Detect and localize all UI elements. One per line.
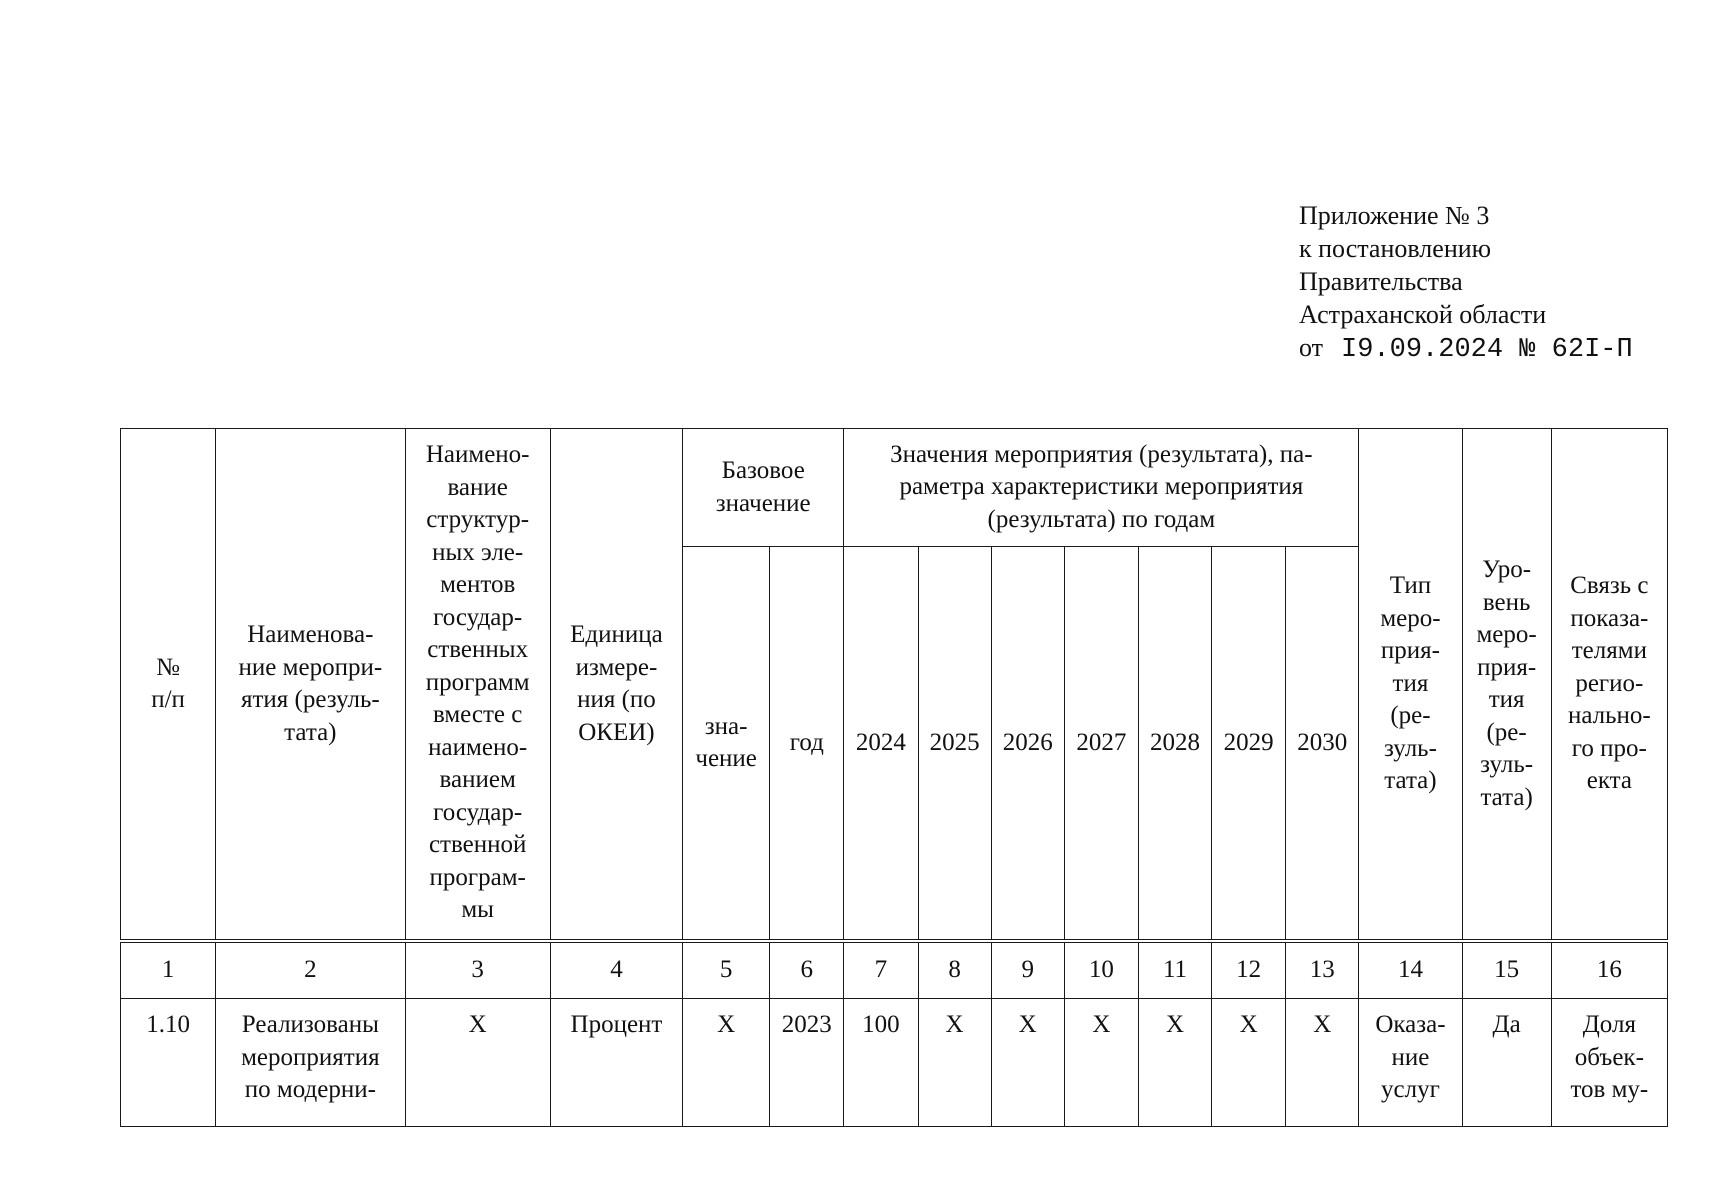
activities-table [120, 428, 1668, 1127]
column-number: 16 [1551, 941, 1667, 999]
header-unit: Единица измере- ния (по ОКЕИ) [550, 429, 682, 942]
appendix-line: Правительства [1299, 267, 1463, 296]
header-regional-link: Связь с показа- телями регио- нально- го про- екта [1551, 429, 1667, 942]
appendix-header [1299, 199, 1633, 367]
header-year: 2028 [1138, 547, 1211, 942]
column-number: 4 [550, 941, 682, 999]
header-activity-name: Наименова- ние меропри- ятия (резуль- тата) [216, 429, 405, 942]
cell-year-value: Х [1212, 999, 1286, 1127]
column-number: 12 [1212, 941, 1286, 999]
appendix-line: к постановлению [1299, 234, 1492, 263]
header-year: 2025 [918, 547, 991, 942]
cell-activity-name: Реализованы мероприятия по модерни- [216, 999, 405, 1127]
header-structural-elements: Наимено- вание структур- ных эле- ментов государ- ственных программ вместе с наимено- ванием государ- ственной програм- мы [405, 429, 550, 942]
cell-unit: Процент [550, 999, 682, 1127]
column-number-row [121, 941, 1668, 999]
column-number: 1 [121, 941, 216, 999]
column-number: 7 [844, 941, 918, 999]
column-number: 6 [770, 941, 844, 999]
header-base-value: зна- чение [683, 547, 770, 942]
header-values-by-year: Значения мероприятия (результата), па- раметра характеристики мероприятия (результата) по годам [844, 429, 1359, 547]
header-base-value-group: Базовое значение [683, 429, 844, 547]
cell-activity-type: Оказа- ние услуг [1359, 999, 1462, 1127]
cell-year-value: Х [991, 999, 1064, 1127]
date-prefix: от [1299, 333, 1324, 362]
decree-date-number: I9.09.2024 № 62I-П [1341, 335, 1633, 365]
cell-base-year: 2023 [770, 999, 844, 1127]
header-num: № п/п [121, 429, 216, 942]
cell-year-value: 100 [844, 999, 918, 1127]
cell-regional-link: Доля объек- тов му- [1551, 999, 1667, 1127]
column-number: 3 [405, 941, 550, 999]
header-base-year: год [770, 547, 844, 942]
column-number: 5 [683, 941, 770, 999]
cell-structural-elements: Х [405, 999, 550, 1127]
header-year: 2024 [844, 547, 918, 942]
cell-year-value: Х [1286, 999, 1359, 1127]
header-activity-level: Уро- вень меро- прия- тия (ре- зуль- тата) [1462, 429, 1551, 942]
appendix-title: Приложение № 3 [1299, 201, 1490, 230]
header-year: 2030 [1286, 547, 1359, 942]
column-number: 8 [918, 941, 991, 999]
cell-year-value: Х [1064, 999, 1138, 1127]
column-number: 9 [991, 941, 1064, 999]
header-year: 2027 [1064, 547, 1138, 942]
cell-base-value: Х [683, 999, 770, 1127]
cell-year-value: Х [1138, 999, 1211, 1127]
cell-activity-level: Да [1462, 999, 1551, 1127]
header-year: 2026 [991, 547, 1064, 942]
column-number: 14 [1359, 941, 1462, 999]
column-number: 11 [1138, 941, 1211, 999]
column-number: 13 [1286, 941, 1359, 999]
appendix-date-line [1299, 331, 1633, 367]
cell-num: 1.10 [121, 999, 216, 1127]
column-number: 15 [1462, 941, 1551, 999]
column-number: 2 [216, 941, 405, 999]
header-activity-type: Тип меро- прия- тия (ре- зуль- тата) [1359, 429, 1462, 942]
header-row-1 [121, 429, 1668, 547]
cell-year-value: Х [918, 999, 991, 1127]
table-row [121, 999, 1668, 1127]
header-year: 2029 [1212, 547, 1286, 942]
column-number: 10 [1064, 941, 1138, 999]
appendix-line: Астраханской области [1299, 300, 1547, 329]
